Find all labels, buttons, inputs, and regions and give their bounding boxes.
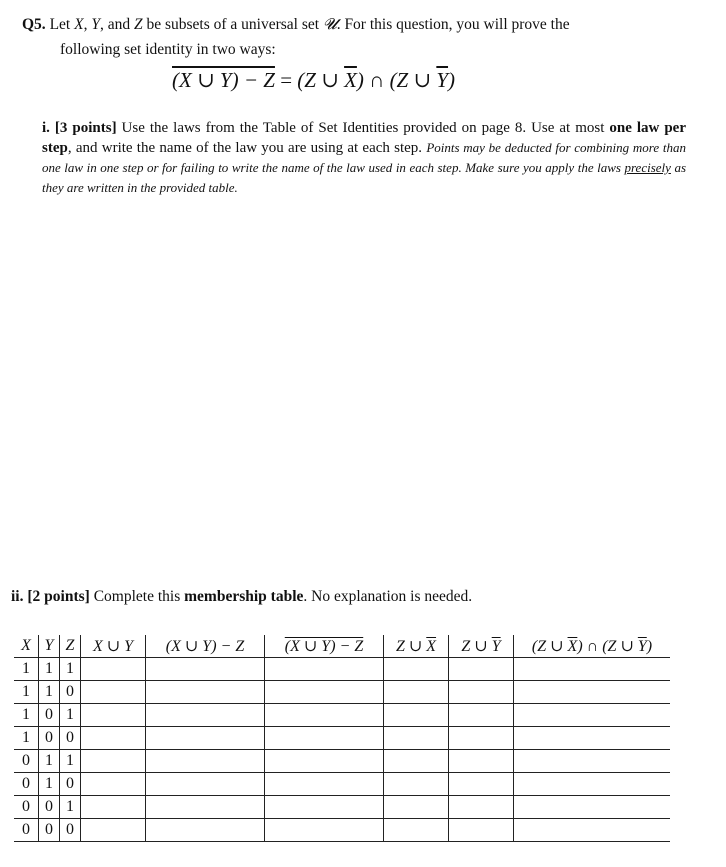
header-y-complement: $\overline{Y}$	[637, 638, 647, 655]
answer-cell-final-intersection[interactable]	[514, 750, 671, 773]
answer-cell-difference[interactable]	[146, 704, 265, 727]
intro-text: Let	[49, 16, 75, 33]
answer-cell-difference[interactable]	[146, 727, 265, 750]
cell-x: 0	[14, 750, 39, 773]
part-i-warning: Points may be deducted for combining more than one law in one step or for failing to write the name of the law used in each step. Make sure you apply the laws	[42, 140, 686, 175]
table-row	[14, 658, 670, 681]
cell-y: 1	[39, 750, 60, 773]
answer-cell-z-union-ybar[interactable]	[449, 727, 514, 750]
cell-z: 0	[60, 773, 81, 796]
answer-cell-difference-complement[interactable]	[265, 704, 384, 727]
answer-cell-difference[interactable]	[146, 819, 265, 842]
answer-cell-final-intersection[interactable]	[514, 796, 671, 819]
answer-cell-z-union-xbar[interactable]	[384, 658, 449, 681]
cell-z: 0	[60, 681, 81, 704]
answer-cell-x-union-y[interactable]	[81, 750, 146, 773]
answer-cell-difference-complement[interactable]	[265, 658, 384, 681]
answer-cell-difference-complement[interactable]	[265, 773, 384, 796]
answer-cell-final-intersection[interactable]	[514, 727, 671, 750]
formula-y-complement: $\overline{Y}$	[436, 68, 449, 92]
table-row	[14, 819, 670, 842]
cell-y: 1	[39, 681, 60, 704]
answer-cell-difference-complement[interactable]	[265, 750, 384, 773]
header-difference: (X ∪ Y) − Z	[146, 635, 265, 658]
part-ii-text: . No explanation is needed.	[303, 588, 473, 605]
answer-cell-x-union-y[interactable]	[81, 796, 146, 819]
cell-y: 1	[39, 658, 60, 681]
answer-cell-z-union-ybar[interactable]	[449, 750, 514, 773]
part-ii-points: [2 points]	[27, 588, 90, 605]
part-i-text: Use the laws from the Table of Set Identities provided on page 8. Use at most	[116, 120, 610, 136]
part-ii-instructions	[11, 588, 472, 606]
answer-cell-difference-complement[interactable]	[265, 819, 384, 842]
answer-cell-final-intersection[interactable]	[514, 819, 671, 842]
intro-text: . For this question, you will prove the	[336, 16, 570, 33]
header-y: Y	[39, 635, 60, 658]
answer-cell-difference[interactable]	[146, 750, 265, 773]
formula-rhs-part: (Z ∪	[297, 68, 345, 92]
cell-x: 0	[14, 773, 39, 796]
answer-cell-x-union-y[interactable]	[81, 773, 146, 796]
header-z-union-ybar	[449, 635, 514, 658]
part-i-points: [3 points]	[54, 120, 117, 136]
answer-cell-z-union-xbar[interactable]	[384, 773, 449, 796]
answer-cell-z-union-xbar[interactable]	[384, 819, 449, 842]
header-text: Z ∪	[395, 638, 427, 655]
var-z: Z	[133, 16, 143, 33]
var-y: Y	[91, 16, 100, 33]
part-i-underlined: precisely	[624, 160, 671, 175]
table-row	[14, 727, 670, 750]
answer-cell-z-union-ybar[interactable]	[449, 796, 514, 819]
answer-cell-difference[interactable]	[146, 796, 265, 819]
answer-cell-z-union-xbar[interactable]	[384, 750, 449, 773]
intro-text: ,	[83, 16, 92, 33]
question-number: Q5.	[22, 16, 46, 33]
universal-set-symbol: 𝓤	[322, 16, 337, 33]
answer-cell-z-union-ybar[interactable]	[449, 704, 514, 727]
part-ii-label: ii.	[11, 588, 24, 605]
answer-cell-difference-complement[interactable]	[265, 727, 384, 750]
header-text: Z ∪	[461, 638, 492, 655]
header-final-intersection	[514, 635, 671, 658]
cell-z: 1	[60, 704, 81, 727]
answer-cell-final-intersection[interactable]	[514, 681, 671, 704]
header-difference-complement-text: (X ∪ Y) − Z	[284, 638, 364, 655]
cell-z: 1	[60, 796, 81, 819]
header-z: Z	[60, 635, 81, 658]
cell-x: 0	[14, 796, 39, 819]
formula-lhs: (X ∪ Y) − Z	[172, 68, 275, 92]
answer-cell-x-union-y[interactable]	[81, 727, 146, 750]
intro-text: be subsets of a universal set	[142, 16, 323, 33]
answer-cell-final-intersection[interactable]	[514, 773, 671, 796]
header-text: ) ∩ (Z ∪	[577, 638, 638, 655]
cell-z: 1	[60, 658, 81, 681]
part-ii-emphasis: membership table	[184, 588, 304, 605]
header-x: X	[14, 635, 39, 658]
part-i-label: i.	[42, 120, 50, 136]
question-intro	[22, 12, 688, 62]
table-row	[14, 796, 670, 819]
answer-cell-x-union-y[interactable]	[81, 819, 146, 842]
formula-equals: =	[274, 68, 298, 92]
header-text: )	[646, 638, 653, 655]
intro-continuation: following set identity in two ways:	[60, 41, 276, 58]
answer-cell-x-union-y[interactable]	[81, 658, 146, 681]
cell-z: 0	[60, 727, 81, 750]
formula-rhs-part: ) ∩ (Z ∪	[356, 68, 437, 92]
answer-cell-difference[interactable]	[146, 658, 265, 681]
answer-cell-final-intersection[interactable]	[514, 658, 671, 681]
cell-z: 0	[60, 819, 81, 842]
answer-cell-z-union-ybar[interactable]	[449, 658, 514, 681]
answer-cell-z-union-xbar[interactable]	[384, 727, 449, 750]
table-header-row	[14, 635, 670, 658]
answer-cell-difference-complement[interactable]	[265, 796, 384, 819]
answer-cell-difference[interactable]	[146, 773, 265, 796]
var-x: X	[74, 16, 84, 33]
cell-x: 1	[14, 727, 39, 750]
table-row	[14, 773, 670, 796]
cell-y: 1	[39, 773, 60, 796]
part-i-instructions	[42, 119, 686, 198]
answer-cell-z-union-ybar[interactable]	[449, 819, 514, 842]
answer-cell-x-union-y[interactable]	[81, 704, 146, 727]
answer-cell-final-intersection[interactable]	[514, 704, 671, 727]
answer-cell-z-union-ybar[interactable]	[449, 773, 514, 796]
set-identity-formula	[172, 68, 455, 93]
header-x-complement: $\overline{X}$	[426, 638, 437, 655]
table-row	[14, 750, 670, 773]
part-i-emphasis: one law per step	[42, 120, 686, 156]
answer-cell-difference-complement[interactable]	[265, 681, 384, 704]
header-x-complement: $\overline{X}$	[567, 638, 578, 655]
answer-cell-x-union-y[interactable]	[81, 681, 146, 704]
cell-z: 1	[60, 750, 81, 773]
cell-x: 1	[14, 704, 39, 727]
formula-rhs-part: )	[448, 68, 456, 92]
answer-cell-z-union-xbar[interactable]	[384, 704, 449, 727]
formula-x-complement: $\overline{X}$	[344, 68, 357, 92]
table-row	[14, 681, 670, 704]
answer-cell-z-union-xbar[interactable]	[384, 796, 449, 819]
answer-cell-z-union-ybar[interactable]	[449, 681, 514, 704]
table-row	[14, 704, 670, 727]
cell-x: 1	[14, 681, 39, 704]
header-difference-complement	[265, 635, 384, 658]
part-i-warning: as they are written in the provided table.	[42, 160, 686, 195]
cell-y: 0	[39, 796, 60, 819]
cell-x: 0	[14, 819, 39, 842]
answer-cell-difference[interactable]	[146, 681, 265, 704]
header-x-union-y: X ∪ Y	[81, 635, 146, 658]
intro-text: , and	[99, 16, 134, 33]
header-text: (Z ∪	[531, 638, 568, 655]
membership-table	[14, 635, 670, 842]
answer-cell-z-union-xbar[interactable]	[384, 681, 449, 704]
header-y-complement: $\overline{Y}$	[491, 638, 501, 655]
cell-x: 1	[14, 658, 39, 681]
part-i-text: , and write the name of the law you are using at each step.	[67, 140, 427, 156]
part-ii-text: Complete this	[89, 588, 185, 605]
cell-y: 0	[39, 727, 60, 750]
header-z-union-xbar	[384, 635, 449, 658]
cell-y: 0	[39, 819, 60, 842]
cell-y: 0	[39, 704, 60, 727]
